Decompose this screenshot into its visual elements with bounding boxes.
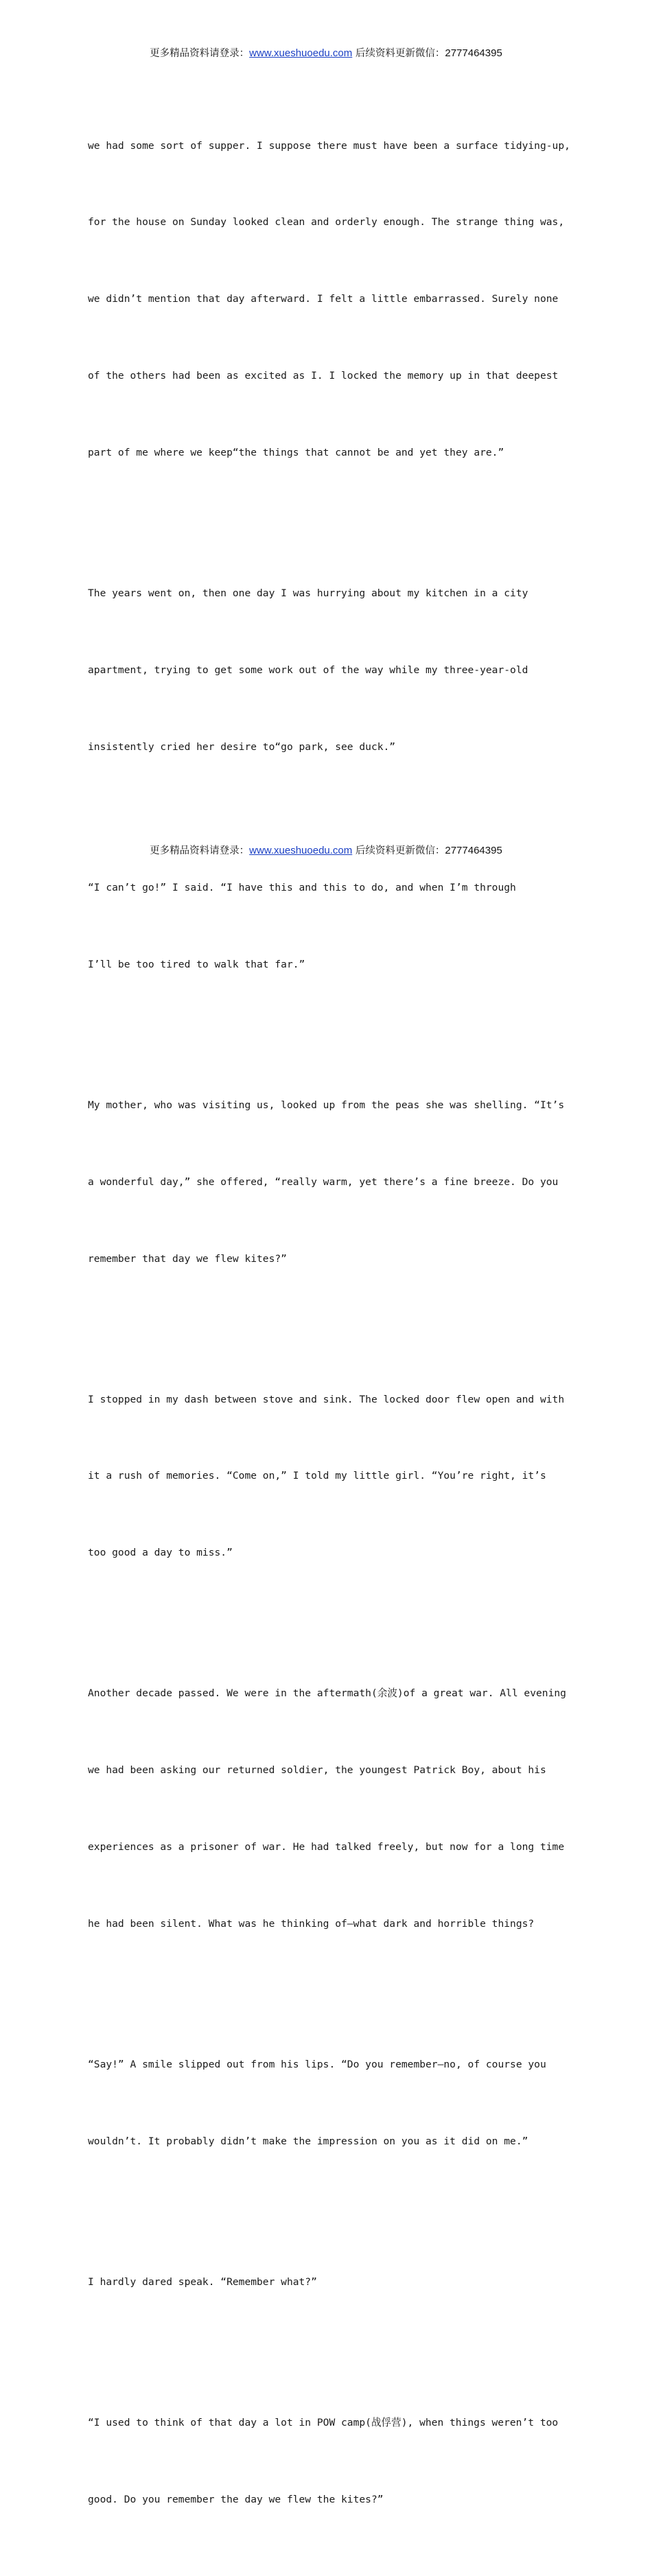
text-line: part of me where we keep“the things that cannot be and yet they are.”	[88, 447, 504, 459]
text-line: he had been silent. What was he thinking of—what dark and horrible things?	[88, 1917, 535, 1930]
text-line: My mother, who was visiting us, looked up from the peas she was shelling. “It’s	[88, 1099, 565, 1111]
paragraph	[88, 2000, 561, 2205]
text-line: I’ll be too tired to walk that far.”	[88, 958, 305, 970]
text-line: Another decade passed. We were in the aftermath(余波)of a great war. All evening	[88, 1687, 566, 1700]
header-suffix: 后续资料更新微信：	[352, 48, 445, 59]
footer-website-link[interactable]: www.xueshuoedu.com	[249, 845, 353, 856]
text-line: good. Do you remember the day we flew the kites?”	[88, 2493, 384, 2505]
text-line: I stopped in my dash between stove and sink. The locked door flew open and with	[88, 1393, 565, 1405]
text-line: “I used to think of that day a lot in POW camp(战俘营), when things weren’t too	[88, 2416, 559, 2428]
text-line: apartment, trying to get some work out of the way while my three-year-old	[88, 664, 528, 677]
article-body	[88, 82, 570, 2576]
paragraph	[88, 2218, 561, 2345]
text-line: it a rush of memories. “Come on,” I told my little girl. “You’re right, it’s	[88, 1470, 546, 1482]
text-line: we had been asking our returned soldier, the youngest Patrick Boy, about his	[88, 1764, 546, 1777]
footer-prefix: 更多精品资料请登录：	[150, 845, 250, 856]
header-prefix: 更多精品资料请登录：	[150, 48, 250, 59]
paragraph	[88, 1041, 565, 1322]
paragraph	[88, 1335, 565, 1617]
header-website-link[interactable]: www.xueshuoedu.com	[249, 47, 353, 59]
paragraph	[88, 1630, 566, 1988]
text-line: remember that day we flew kites?”	[88, 1252, 287, 1265]
text-line: wouldn’t. It probably didn’t make the impression on you as it did on me.”	[88, 2135, 528, 2147]
text-line: The years went on, then one day I was hurrying about my kitchen in a city	[88, 587, 528, 600]
paragraph	[88, 82, 570, 517]
text-line: “Say!” A smile slipped out from his lips. “Do you remember—no, of course you	[88, 2058, 546, 2070]
footer-suffix: 后续资料更新微信：	[352, 845, 445, 856]
text-line: we had some sort of supper. I suppose there must have been a surface tidying-up,	[88, 139, 570, 152]
text-line: experiences as a prisoner of war. He had talked freely, but now for a long time	[88, 1841, 565, 1853]
paragraph	[88, 530, 561, 811]
text-line: we didn’t mention that day afterward. I felt a little embarrassed. Surely none	[88, 293, 559, 305]
text-line: a wonderful day,” she offered, “really warm, yet there’s a fine breeze. Do you	[88, 1175, 559, 1188]
text-line: “I can’t go!” I said. “I have this and this to do, and when I’m through	[88, 881, 516, 893]
text-line: of the others had been as excited as I. I locked the memory up in that deepest	[88, 370, 559, 382]
footer-banner	[0, 843, 652, 857]
text-line: I hardly dared speak. “Remember what?”	[88, 2275, 317, 2288]
footer-wechat-id: 2777464395	[445, 845, 502, 856]
text-line: too good a day to miss.”	[88, 1547, 233, 1559]
paragraph	[88, 2358, 561, 2563]
header-banner	[0, 45, 652, 60]
text-line: insistently cried her desire to“go park, see duck.”	[88, 740, 396, 753]
header-wechat-id: 2777464395	[445, 47, 502, 59]
text-line: for the house on Sunday looked clean and orderly enough. The strange thing was,	[88, 216, 565, 229]
